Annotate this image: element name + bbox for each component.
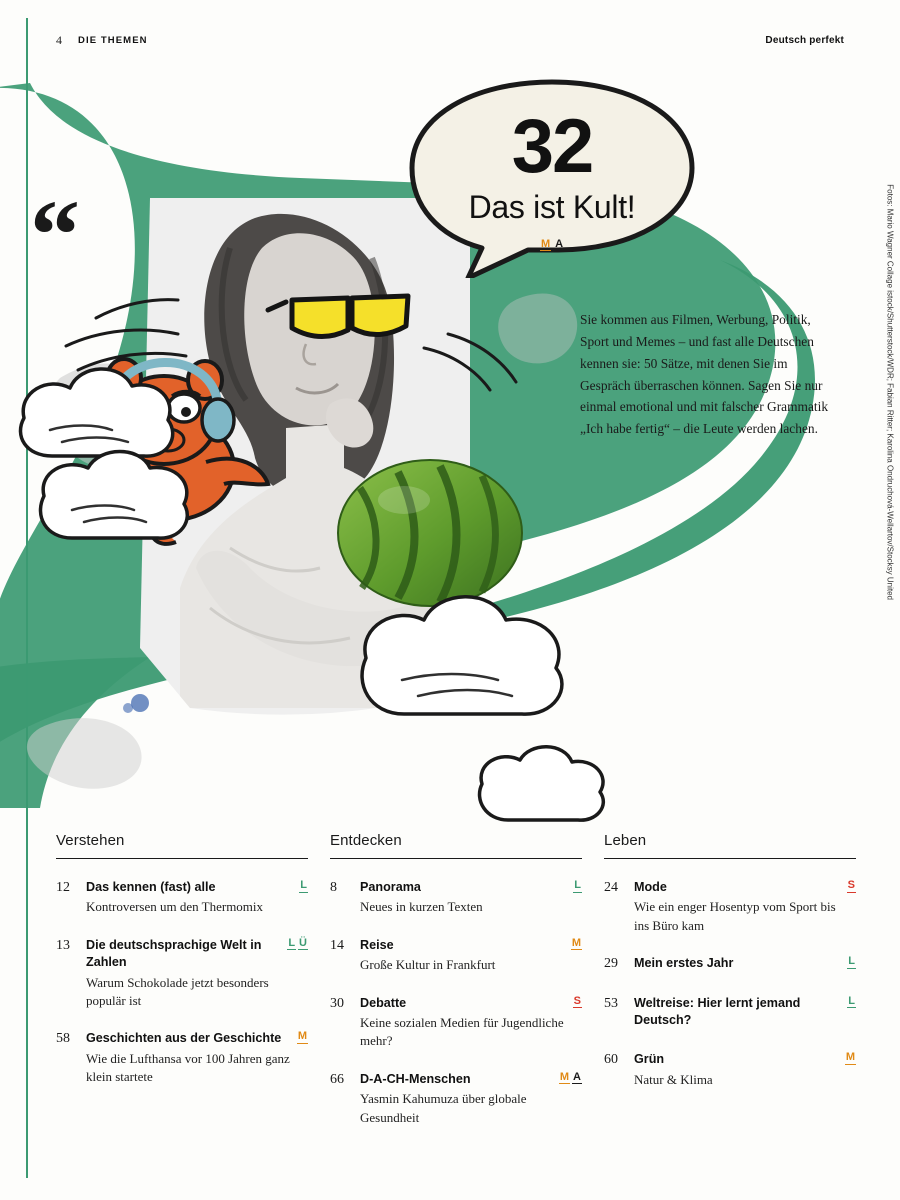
level-badge-s: S (573, 994, 581, 1007)
toc-entry-title: Panorama (360, 880, 421, 894)
toc-level-badges (571, 937, 582, 951)
folio-number: 4 (56, 32, 62, 47)
speech-bubble (408, 78, 696, 278)
toc-entry[interactable] (56, 879, 308, 917)
toc-level-badges (847, 995, 856, 1009)
feature-title: Das ist Kult! (468, 188, 636, 225)
toc-level-badges (287, 937, 308, 951)
level-badge-l: L (300, 879, 307, 891)
toc-entry-title: Das kennen (fast) alle (86, 880, 216, 894)
photo-credits: Fotos: Mario Wagner Collage istock/Shutterstock/WDR; Fabian Ritter; Karolina Ondruchová-Wellartov/Stocksy United (886, 184, 895, 600)
toc-entry-title: D-A-CH-Menschen (360, 1071, 471, 1086)
level-badge-m: M (297, 1030, 307, 1043)
intro-paragraph: Sie kommen aus Filmen, Werbung, Politik, Sport und Memes – und fast alle Deutschen kennen sie: 50 Sätze, mit denen Sie im Gespräch überraschen können. Sagen Sie nur einmal emotional und mit falscher Grammatik „Ich habe fertig“ – die Leute werden lachen. (580, 312, 829, 436)
level-badge-l: L (574, 879, 581, 891)
toc-level-badges (573, 995, 582, 1009)
toc-entry[interactable] (330, 1071, 582, 1127)
toc-page-number: 12 (56, 880, 70, 895)
level-badge-u: Ü (299, 936, 307, 949)
level-badge-m: M (571, 936, 581, 949)
toc-entry-title: Weltreise: Hier lernt jemand Deutsch? (634, 995, 801, 1028)
level-badge-l: L (848, 994, 855, 1007)
toc-entry-subtitle: Wie ein enger Hosentyp vom Sport bis ins Büro kam (634, 899, 836, 933)
level-badge-s: S (847, 879, 855, 891)
toc-page-number: 29 (604, 956, 618, 972)
toc-page-number: 14 (330, 937, 344, 953)
section-label: DIE THEMEN (78, 34, 148, 46)
level-badge-m: M (559, 1070, 570, 1083)
toc-page-number: 30 (330, 995, 344, 1011)
toc-entry[interactable] (56, 1030, 308, 1086)
toc-page-number: 60 (604, 1052, 618, 1068)
quote-mark-icon: “ (30, 179, 74, 290)
toc-entry[interactable] (604, 955, 856, 974)
table-of-contents (56, 832, 856, 1127)
toc-entry-title: Die deutschsprachige Welt in Zahlen (86, 937, 262, 970)
toc-column-entdecken (330, 832, 582, 1127)
level-badge-l: L (288, 936, 296, 949)
level-badge-m: M (845, 1051, 855, 1064)
toc-column-heading: Entdecken (330, 832, 582, 859)
toc-page-number: 66 (330, 1071, 344, 1087)
toc-entry-title: Debatte (360, 995, 407, 1010)
toc-column-heading: Leben (604, 832, 856, 859)
toc-entry-subtitle: Natur & Klima (634, 1071, 713, 1087)
page-header (56, 30, 844, 50)
toc-page-number: 53 (604, 995, 618, 1011)
level-badge-l: L (848, 955, 855, 968)
toc-entry[interactable] (330, 995, 582, 1051)
toc-page-number: 24 (604, 880, 618, 895)
toc-level-badges (845, 1051, 856, 1065)
toc-level-badges (299, 879, 308, 893)
toc-entry[interactable] (330, 937, 582, 975)
toc-entry-title: Geschichten aus der Geschichte (86, 1031, 282, 1046)
toc-entry[interactable] (56, 937, 308, 1011)
level-badge-a: A (573, 1070, 581, 1083)
toc-column-verstehen (56, 832, 308, 1127)
toc-entry-subtitle: Keine sozialen Medien für Jugendliche mehr? (360, 1015, 564, 1049)
toc-entry-title: Mein erstes Jahr (634, 956, 734, 971)
level-badge-m: M (540, 237, 551, 250)
feature-level-badges (540, 238, 564, 252)
watermelon (338, 460, 522, 606)
toc-entry-subtitle: Kontroversen um den Thermomix (86, 899, 264, 915)
toc-column-heading: Verstehen (56, 832, 308, 859)
toc-entry-subtitle: Warum Schokolade jetzt besonders populär ist (86, 974, 269, 1009)
toc-level-badges (573, 879, 582, 893)
toc-level-badges (297, 1030, 308, 1044)
toc-entry-subtitle: Wie die Lufthansa vor 100 Jahren ganz klein startete (86, 1050, 290, 1085)
magazine-brand: Deutsch perfekt (765, 34, 844, 46)
toc-level-badges (847, 879, 856, 893)
toc-entry[interactable] (604, 879, 856, 935)
toc-level-badges (847, 955, 856, 969)
toc-column-leben (604, 832, 856, 1127)
toc-entry-subtitle: Neues in kurzen Texten (360, 899, 483, 915)
toc-entry-subtitle: Große Kultur in Frankfurt (360, 957, 496, 973)
level-badge-a: A (555, 237, 564, 250)
toc-page-number: 58 (56, 1031, 70, 1047)
toc-entry-subtitle: Yasmin Kahumuza über globale Gesundheit (360, 1091, 527, 1125)
toc-entry[interactable] (330, 879, 582, 917)
toc-entry-title: Mode (634, 880, 667, 894)
toc-entry-title: Grün (634, 1052, 665, 1067)
feature-number: 32 (511, 103, 593, 189)
toc-entry[interactable] (604, 995, 856, 1032)
toc-entry-title: Reise (360, 937, 394, 952)
toc-page-number: 8 (330, 880, 337, 895)
toc-page-number: 13 (56, 937, 70, 953)
toc-entry[interactable] (604, 1051, 856, 1089)
toc-level-badges (559, 1071, 582, 1085)
